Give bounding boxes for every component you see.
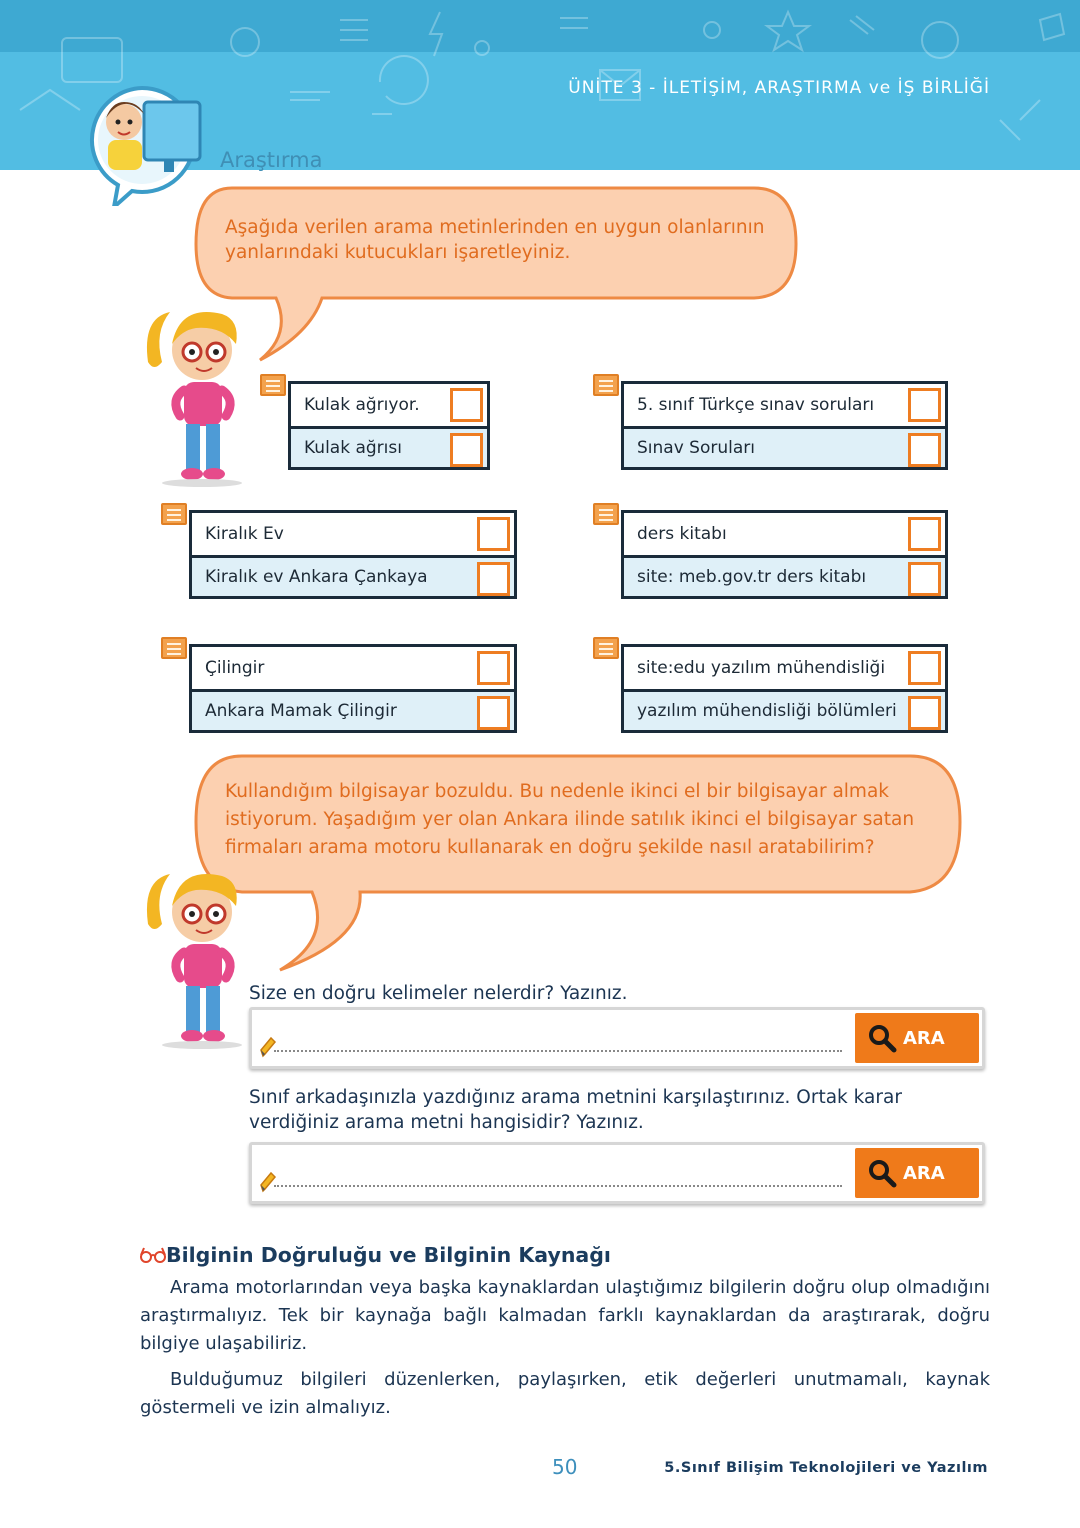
checkbox[interactable] <box>908 651 941 685</box>
checkbox[interactable] <box>908 388 941 422</box>
option-row <box>624 555 945 596</box>
checkbox[interactable] <box>908 562 941 596</box>
checkbox[interactable] <box>908 696 941 730</box>
info-paragraph-1: Arama motorlarından veya başka kaynaklardan ulaştığımız bilgilerin doğru olup olmadığını araştırmalıyız. Tek bir kaynağa bağlı kalmadan farklı kaynaklardan da araştırarak, doğru bilgiye ulaşabiliriz. <box>140 1277 990 1354</box>
info-title <box>140 1243 611 1267</box>
note-icon <box>593 374 619 396</box>
option-row <box>624 513 945 555</box>
pencil-icon <box>259 1036 277 1058</box>
book-title: 5.Sınıf Bilişim Teknolojileri ve Yazılım <box>664 1460 988 1476</box>
checkbox[interactable] <box>908 517 941 551</box>
option-text: yazılım mühendisliği bölümleri <box>637 701 897 721</box>
question-2-line: Sınıf arkadaşınızla yazdığınız arama metnini karşılaştırınız. Ortak karar <box>249 1087 902 1108</box>
option-text: Kiralık ev Ankara Çankaya <box>205 567 428 587</box>
scenario-text <box>225 778 955 862</box>
scenario-line: firmaları arama motoru kullanarak en doğru şekilde nasıl aratabilirim? <box>225 837 875 858</box>
note-icon <box>593 637 619 659</box>
answer-line[interactable] <box>274 1050 842 1052</box>
search-button-label: ARA <box>903 1027 945 1049</box>
option-row <box>624 384 945 426</box>
option-row <box>192 647 514 689</box>
checkbox[interactable] <box>450 433 483 467</box>
option-row <box>291 426 487 467</box>
option-row <box>624 689 945 730</box>
glasses-icon <box>140 1246 166 1264</box>
option-text: site: meb.gov.tr ders kitabı <box>637 567 867 587</box>
option-text: Sınav Soruları <box>637 438 755 458</box>
girl-character-image <box>140 304 250 489</box>
note-icon <box>593 503 619 525</box>
scenario-line: istiyorum. Yaşadığım yer olan Ankara ilinde satılık ikinci el bilgisayar satan <box>225 809 915 830</box>
option-row <box>624 647 945 689</box>
unit-title: ÜNİTE 3 - İLETİŞİM, ARAŞTIRMA ve İŞ BİRLİĞİ <box>568 78 990 98</box>
pencil-icon <box>259 1171 277 1193</box>
search-button-label: ARA <box>903 1162 945 1184</box>
option-text: Kulak ağrıyor. <box>304 395 420 415</box>
option-group-3 <box>189 510 517 599</box>
option-row <box>192 689 514 730</box>
option-group-4 <box>621 510 948 599</box>
option-text: 5. sınıf Türkçe sınav soruları <box>637 395 875 415</box>
answer-line[interactable] <box>274 1185 842 1187</box>
checkbox[interactable] <box>477 517 510 551</box>
note-icon <box>260 374 286 396</box>
page-number: 50 <box>552 1455 578 1479</box>
girl-character-image <box>140 866 250 1051</box>
section-label: Araştırma <box>220 148 323 172</box>
search-button[interactable] <box>855 1148 979 1198</box>
search-icon <box>867 1023 897 1053</box>
note-icon <box>161 503 187 525</box>
option-text: ders kitabı <box>637 524 727 544</box>
checkbox[interactable] <box>450 388 483 422</box>
search-bar-1 <box>249 1007 985 1069</box>
question-1: Size en doğru kelimeler nelerdir? Yazınız. <box>249 983 628 1004</box>
checkbox[interactable] <box>477 696 510 730</box>
option-group-6 <box>621 644 948 733</box>
option-text: site:edu yazılım mühendisliği <box>637 658 886 678</box>
question-2-line: verdiğiniz arama metni hangisidir? Yazınız. <box>249 1112 644 1133</box>
option-group-2 <box>621 381 948 470</box>
instruction-text: Aşağıda verilen arama metinlerinden en uygun olanlarının yanlarındaki kutucukları işaretleyiniz. <box>225 217 765 263</box>
scenario-line: Kullandığım bilgisayar bozuldu. Bu nedenle ikinci el bir bilgisayar almak <box>225 781 890 802</box>
instruction-speech-bubble <box>192 184 800 364</box>
checkbox[interactable] <box>477 651 510 685</box>
question-2 <box>249 1085 902 1135</box>
option-group-1 <box>288 381 490 470</box>
info-title-text: Bilginin Doğruluğu ve Bilginin Kaynağı <box>166 1243 611 1267</box>
option-row <box>192 555 514 596</box>
option-text: Kulak ağrısı <box>304 438 402 458</box>
search-icon <box>867 1158 897 1188</box>
option-row <box>624 426 945 467</box>
option-text: Kiralık Ev <box>205 524 284 544</box>
research-badge-icon <box>84 82 208 206</box>
search-bar-2 <box>249 1142 985 1204</box>
note-icon <box>161 637 187 659</box>
info-paragraph-2: Bulduğumuz bilgileri düzenlerken, paylaşırken, etik değerleri unutmamalı, kaynak göstermeli ve izin almalıyız. <box>140 1369 990 1418</box>
scenario-speech-bubble <box>192 752 964 974</box>
search-button[interactable] <box>855 1013 979 1063</box>
option-text: Çilingir <box>205 658 265 678</box>
option-group-5 <box>189 644 517 733</box>
option-text: Ankara Mamak Çilingir <box>205 701 397 721</box>
checkbox[interactable] <box>908 433 941 467</box>
option-row <box>192 513 514 555</box>
option-row <box>291 384 487 426</box>
checkbox[interactable] <box>477 562 510 596</box>
